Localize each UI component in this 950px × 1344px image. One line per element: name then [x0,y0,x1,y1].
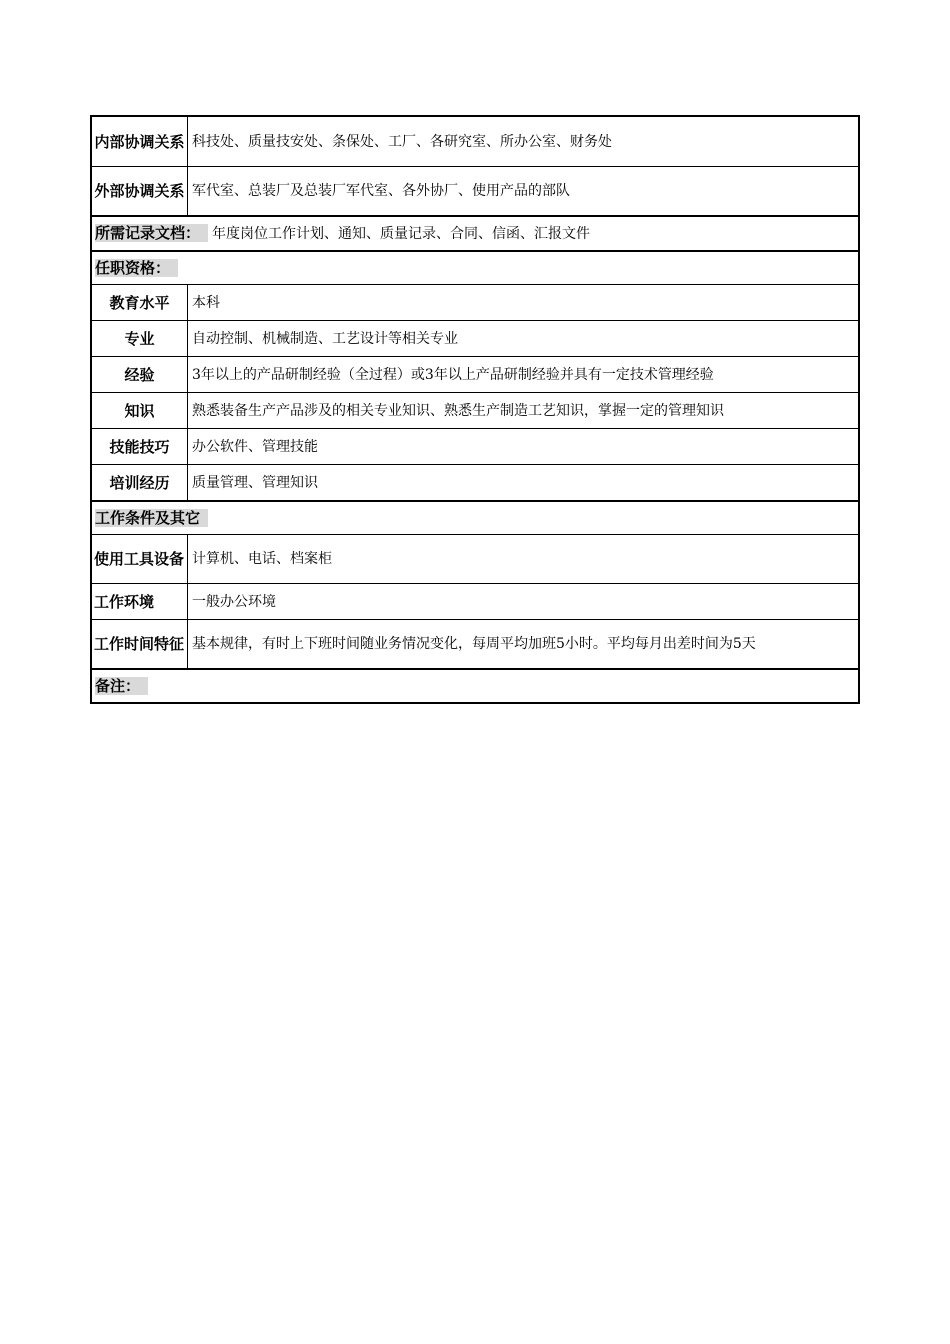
skills-label: 技能技巧 [92,429,188,464]
training-value: 质量管理、管理知识 [192,474,318,491]
external-coordination-label: 外部协调关系 [94,182,185,200]
row-label [92,167,188,215]
records-section [92,217,858,250]
tools-label: 使用工具设备 [94,550,185,568]
external-coordination-value: 军代室、总装厂及总装厂军代室、各外协厂、使用产品的部队 [192,183,570,199]
experience-row [92,356,858,392]
knowledge-label: 知识 [92,393,188,428]
records-value: 年度岗位工作计划、通知、质量记录、合同、信函、汇报文件 [212,226,591,242]
row-label [92,117,188,166]
records-label: 所需记录文档： [95,224,208,242]
conditions-heading [92,502,858,534]
training-row [92,464,858,500]
education-value: 本科 [192,294,220,311]
education-row [92,284,858,320]
work-time-value: 基本规律，有时上下班时间随业务情况变化，每周平均加班5小时。平均每月出差时间为5天 [192,636,756,652]
experience-label: 经验 [92,357,188,392]
job-description-table [90,115,860,704]
internal-coordination-row [92,117,858,166]
environment-row [92,583,858,619]
qualifications-heading-label: 任职资格： [95,259,178,277]
work-time-row [92,619,858,668]
notes-label: 备注： [95,677,148,695]
conditions-heading-row [92,500,858,534]
internal-coordination-label: 内部协调关系 [94,132,185,151]
notes-row [92,668,858,702]
tools-row [92,534,858,583]
qualifications-heading-row [92,250,858,284]
environment-label: 工作环境 [92,584,188,619]
major-value: 自动控制、机械制造、工艺设计等相关专业 [192,330,458,347]
internal-coordination-value: 科技处、质量技安处、条保处、工厂、各研究室、所办公室、财务处 [192,133,612,150]
qualifications-heading [92,252,858,284]
experience-value: 3年以上的产品研制经验（全过程）或3年以上产品研制经验并具有一定技术管理经验 [192,366,714,383]
tools-value: 计算机、电话、档案柜 [192,551,332,567]
row-label [92,535,188,583]
environment-value: 一般办公环境 [192,593,276,610]
knowledge-value: 熟悉装备生产产品涉及的相关专业知识、熟悉生产制造工艺知识，掌握一定的管理知识 [192,402,724,419]
notes-section [92,670,858,702]
major-label: 专业 [92,321,188,356]
knowledge-row [92,392,858,428]
skills-row [92,428,858,464]
row-label [92,620,188,668]
major-row [92,320,858,356]
work-time-label: 工作时间特征 [94,635,185,653]
skills-value: 办公软件、管理技能 [192,438,318,455]
records-row [92,215,858,250]
conditions-heading-label: 工作条件及其它 [95,509,208,527]
training-label: 培训经历 [92,465,188,500]
external-coordination-row [92,166,858,215]
education-label: 教育水平 [92,285,188,320]
